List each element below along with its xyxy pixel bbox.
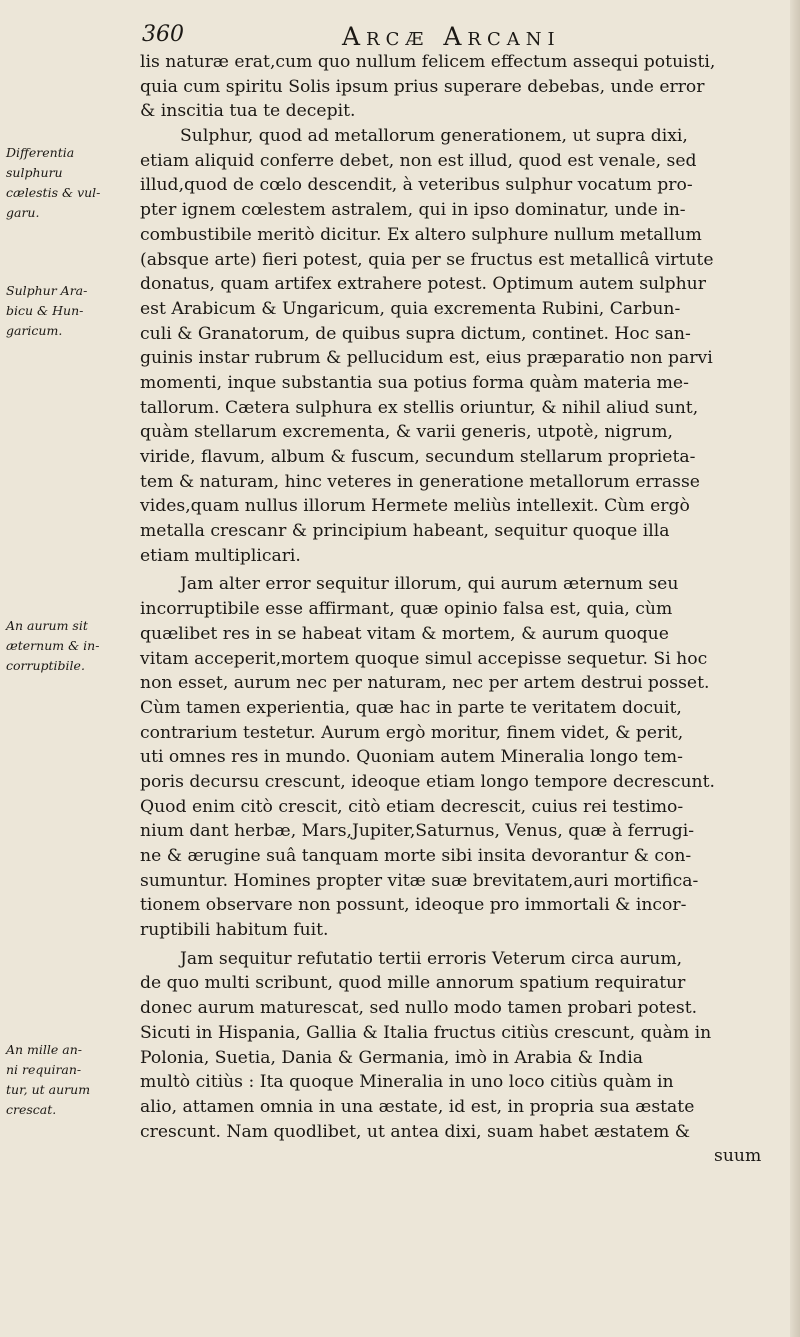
text-line: vides,quam nullus illorum Hermete meliùs intellexit. Cùm ergò bbox=[140, 496, 690, 517]
text-line: Jam alter error sequitur illorum, qui aurum æternum seu bbox=[180, 574, 679, 595]
text-line: tallorum. Cætera sulphura ex stellis oriuntur, & nihil aliud sunt, bbox=[140, 397, 699, 418]
margin-note-sulphur bbox=[6, 281, 87, 341]
text-line: quælibet res in se habeat vitam & mortem, & aurum quoque bbox=[140, 623, 669, 644]
text-line: lis naturæ erat,cum quo nullum felicem effectum assequi potuisti, bbox=[140, 52, 716, 72]
margin-note-line: bicu & Hun- bbox=[6, 303, 84, 318]
margin-note-line: Differentia bbox=[6, 145, 75, 160]
margin-note-aurum bbox=[6, 616, 99, 676]
text-line: multò citiùs : Ita quoque Mineralia in uno loco citiùs quàm in bbox=[140, 1072, 674, 1093]
paragraph-sulphur bbox=[112, 124, 800, 568]
text-line: quia cum spiritu Solis ipsum prius superare debebas, unde error bbox=[140, 76, 705, 97]
text-line: Sulphur, quod ad metallorum generationem, ut supra dixi, bbox=[180, 126, 688, 147]
margin-note-line: An mille an- bbox=[6, 1042, 82, 1057]
text-line: & inscitia tua te decepit. bbox=[140, 101, 356, 122]
margin-note-line: cælestis & vul- bbox=[6, 185, 101, 200]
text-line: donec aurum maturescat, sed nullo modo tamen probari potest. bbox=[140, 998, 698, 1019]
text-line: donatus, quam artifex extrahere potest. Optimum autem sulphur bbox=[140, 274, 706, 295]
paragraph-mille-annorum bbox=[112, 947, 800, 1169]
text-line: tem & naturam, hinc veteres in generatione metallorum errasse bbox=[140, 471, 700, 492]
text-line: tionem observare non possunt, ideoque pro immortali & incor- bbox=[140, 895, 687, 916]
text-line: illud,quod de cœlo descendit, à veteribus sulphur vocatum pro- bbox=[140, 175, 693, 196]
margin-note-mille-anni bbox=[6, 1040, 90, 1120]
text-line: vitam acceperit,mortem quoque simul accepisse sequetur. Si hoc bbox=[140, 648, 708, 669]
catchword: suum bbox=[714, 1146, 762, 1167]
text-line: uti omnes res in mundo. Quoniam autem Mineralia longo tem- bbox=[140, 747, 683, 768]
text-line: ruptibili habitum fuit. bbox=[140, 920, 329, 941]
text-line: nium dant herbæ, Mars,Jupiter,Saturnus, Venus, quæ à ferrugi- bbox=[140, 821, 695, 842]
running-title: Arcæ Arcani bbox=[342, 22, 561, 51]
text-line: Jam sequitur refutatio tertii erroris Veterum circa aurum, bbox=[180, 948, 683, 969]
text-line: crescunt. Nam quodlibet, ut antea dixi, suam habet æstatem & bbox=[140, 1121, 691, 1142]
text-line: (absque arte) fieri potest, quia per se fructus est metallicâ virtute bbox=[140, 249, 714, 270]
margin-note-line: Sulphur Ara- bbox=[6, 283, 88, 298]
text-line: combustibile meritò dicitur. Ex altero sulphure nullum metallum bbox=[140, 224, 702, 245]
text-line: poris decursu crescunt, ideoque etiam longo tempore decrescunt. bbox=[140, 771, 715, 792]
text-line: metalla crescanr & principium habeant, sequitur quoque illa bbox=[140, 521, 670, 542]
text-line: Cùm tamen experientia, quæ hac in parte te veritatem docuit, bbox=[140, 697, 682, 718]
text-line: quàm stellarum excrementa, & varii generis, utpotè, nigrum, bbox=[140, 422, 673, 443]
text-line: Polonia, Suetia, Dania & Germania, imò in Arabia & India bbox=[140, 1047, 643, 1068]
text-line: contrarium testetur. Aurum ergò moritur, finem videt, & perit, bbox=[140, 722, 684, 743]
body-text bbox=[112, 50, 800, 1169]
page-header bbox=[142, 22, 762, 52]
text-line: incorruptibile esse affirmant, quæ opinio falsa est, quia, cùm bbox=[140, 599, 673, 620]
text-line: Sicuti in Hispania, Gallia & Italia fructus citiùs crescunt, quàm in bbox=[140, 1022, 712, 1043]
margin-note-line: tur, ut aurum bbox=[6, 1082, 91, 1097]
text-line: alio, attamen omnia in una æstate, id est, in propria sua æstate bbox=[140, 1096, 695, 1117]
text-line: de quo multi scribunt, quod mille annorum spatium requiratur bbox=[140, 973, 686, 994]
text-line: sumuntur. Homines propter vitæ suæ brevitatem,auri mortifica- bbox=[140, 870, 699, 891]
margin-note-line: crescat. bbox=[6, 1102, 57, 1117]
margin-note-differentia bbox=[6, 143, 100, 223]
paragraph-aurum-aeternum bbox=[112, 572, 800, 942]
text-line: est Arabicum & Ungaricum, quia excrementa Rubini, Carbun- bbox=[140, 298, 681, 319]
margin-note-line: garu. bbox=[6, 205, 40, 220]
text-line: ne & ærugine suâ tanquam morte sibi insita devorantur & con- bbox=[140, 846, 692, 866]
margin-note-line: æternum & in- bbox=[6, 638, 100, 653]
paragraph-continuation bbox=[112, 50, 800, 124]
text-line: etiam multiplicari. bbox=[140, 545, 301, 566]
margin-note-line: corruptibile. bbox=[6, 658, 85, 673]
text-line: etiam aliquid conferre debet, non est illud, quod est venale, sed bbox=[140, 150, 697, 171]
margin-note-line: sulphuru bbox=[6, 165, 63, 180]
margin-note-line: ni requiran- bbox=[6, 1062, 82, 1077]
text-line: culi & Granatorum, de quibus supra dictum, continet. Hoc san- bbox=[140, 323, 691, 344]
text-line: pter ignem cœlestem astralem, qui in ipso dominatur, unde in- bbox=[140, 200, 686, 221]
text-line: guinis instar rubrum & pellucidum est, eius præparatio non parvi bbox=[140, 348, 713, 369]
margin-note-line: An aurum sit bbox=[6, 618, 88, 633]
text-line: momenti, inque substantia sua potius forma quàm materia me- bbox=[140, 372, 689, 393]
text-line: viride, flavum, album & fuscum, secundum stellarum proprieta- bbox=[140, 447, 696, 467]
page-number: 360 bbox=[142, 22, 184, 47]
text-line: Quod enim citò crescit, citò etiam decrescit, cuius rei testimo- bbox=[140, 796, 684, 817]
text-line: non esset, aurum nec per naturam, nec per artem destrui posset. bbox=[140, 673, 710, 694]
margin-note-line: garicum. bbox=[6, 323, 63, 338]
